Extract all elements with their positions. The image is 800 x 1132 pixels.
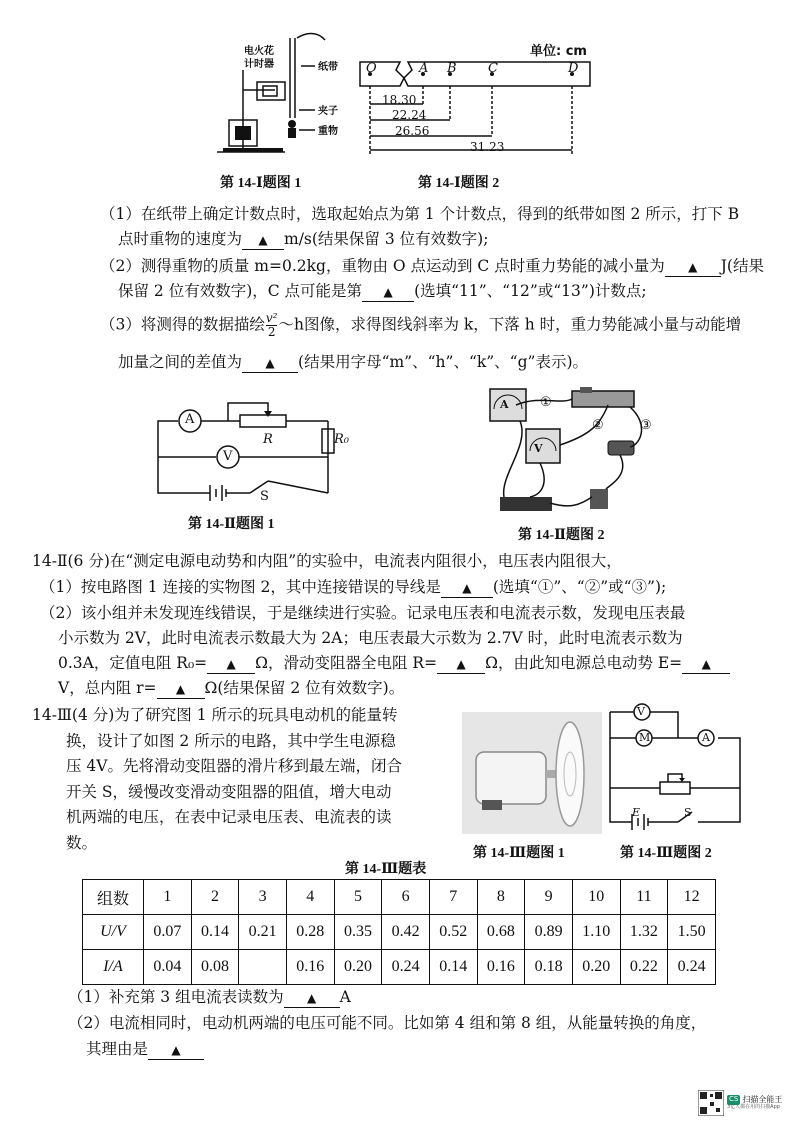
- table-cell: 0.42: [382, 915, 430, 950]
- dim-ob: 22.24: [392, 108, 427, 122]
- blank-marker: ▲: [258, 233, 268, 247]
- table-cell: 0.52: [429, 915, 477, 950]
- question-3-line-1: [100, 312, 741, 339]
- table-cell: 1.50: [668, 915, 716, 950]
- answer-blank[interactable]: [148, 1039, 204, 1060]
- table-cell: 1.32: [620, 915, 668, 950]
- label-weight: 重物: [318, 126, 338, 137]
- figure-apparatus: [215, 30, 335, 165]
- table-cell: 11: [620, 880, 668, 915]
- point-a: A: [419, 61, 429, 76]
- voltmeter-label: V: [637, 705, 645, 718]
- text: A: [339, 988, 351, 1006]
- table-cell: 0.18: [525, 950, 573, 985]
- blank-marker: ▲: [688, 260, 698, 274]
- text: （3）将测得的数据描绘: [100, 315, 265, 334]
- dim-oa: 18.30: [382, 93, 417, 107]
- part-2-question-2-line-3: [58, 653, 730, 674]
- text: ～h图像，求得图线斜率为 k，下落 h 时，重力势能减小量与动能增: [278, 315, 742, 334]
- table-cell: U/V: [83, 915, 144, 950]
- table-cell: 0.14: [429, 950, 477, 985]
- data-table: [82, 879, 716, 985]
- table-cell: 0.68: [477, 915, 525, 950]
- answer-blank[interactable]: [441, 577, 493, 598]
- blank-marker: ▲: [265, 356, 275, 370]
- question-2-line-2: [118, 281, 647, 302]
- point-b: B: [447, 61, 457, 76]
- table-cell: 0.22: [620, 950, 668, 985]
- answer-blank[interactable]: [157, 678, 205, 699]
- blank-marker: ▲: [175, 682, 186, 696]
- point-d: D: [568, 61, 579, 76]
- motor-label: M: [639, 731, 651, 744]
- text: Ω，滑动变阻器全电阻 R=: [255, 654, 438, 672]
- resistor-label: R₀: [334, 432, 349, 447]
- figure-caption: 第 14-Ⅲ题图 1: [473, 846, 565, 861]
- motor-photo: [462, 712, 602, 834]
- figure-caption: 第 14-Ⅱ题图 2: [518, 528, 605, 543]
- ammeter-label: A: [500, 398, 509, 411]
- table-cell: 0.21: [239, 915, 287, 950]
- part-3-text: [32, 703, 472, 856]
- scanner-text: [727, 1095, 782, 1110]
- figure-caption: 第 14-Ⅰ题图 1: [220, 176, 302, 191]
- wire-label-3: ③: [640, 418, 652, 433]
- text: (结果用字母“m”、“h”、“k”、“g”表示)。: [298, 353, 588, 371]
- part-2-question-2-line-4: [58, 678, 404, 699]
- text: （1）补充第 3 组电流表读数为: [68, 988, 284, 1006]
- figure-caption: 第 14-Ⅱ题图 1: [188, 517, 275, 532]
- table-cell: 0.16: [286, 950, 334, 985]
- voltmeter-label: V: [223, 449, 233, 464]
- text: 点时重物的速度为: [118, 230, 243, 248]
- question-1-line-1: （1）在纸带上确定计数点时，选取起始点为第 1 个计数点，得到的纸带如图 2 所示，打下 B: [100, 205, 740, 223]
- text: J(结果: [720, 257, 764, 275]
- table-row: [83, 880, 716, 915]
- dim-oc: 26.56: [395, 124, 430, 138]
- text: 保留 2 位有效数字)，C 点可能是第: [118, 282, 363, 300]
- answer-blank[interactable]: [242, 229, 284, 250]
- table-cell: 组数: [83, 880, 144, 915]
- ammeter-label: A: [702, 731, 710, 744]
- blank-marker: ▲: [383, 285, 393, 299]
- text: 0.3A，定值电阻 R₀=: [58, 654, 208, 672]
- table-cell: 7: [429, 880, 477, 915]
- blank-marker: ▲: [226, 657, 236, 671]
- ammeter-label: A: [185, 412, 195, 427]
- wire-label-1: ①: [540, 395, 552, 410]
- part-2-question-1: [40, 577, 666, 598]
- part-2-question-2-line-2: 小示数为 2V，此时电流表示数最大为 2A；电压表最大示数为 2.7V 时，此时电流表示数为: [58, 629, 683, 647]
- question-3-line-2: [118, 352, 588, 373]
- table-cell: 0.07: [144, 915, 192, 950]
- point-c: C: [488, 61, 498, 76]
- question-1-line-2: [118, 229, 488, 250]
- label-spark-timer-2: 计时器: [244, 59, 274, 70]
- table-title: 第 14-Ⅲ题表: [345, 862, 427, 877]
- scanner-name: 扫描全能王: [742, 1094, 783, 1104]
- wire-label-2: ②: [592, 418, 604, 433]
- answer-blank[interactable]: [242, 352, 298, 373]
- table-cell: 6: [382, 880, 430, 915]
- figure-caption: 第 14-Ⅲ题图 2: [620, 846, 712, 861]
- table-cell: 5: [334, 880, 382, 915]
- rheostat-label: R: [263, 432, 273, 447]
- table-cell: 0.35: [334, 915, 382, 950]
- circuit-diagram-1: [150, 395, 340, 505]
- fraction-denominator: 2: [267, 325, 276, 340]
- unit-label: 单位: cm: [530, 44, 587, 59]
- answer-blank[interactable]: [362, 281, 414, 302]
- fraction-numerator: v²: [265, 311, 278, 325]
- table-cell: [239, 950, 287, 985]
- table-cell: 0.20: [334, 950, 382, 985]
- table-cell: 3: [239, 880, 287, 915]
- point-o: O: [366, 61, 377, 76]
- table-cell: 0.24: [382, 950, 430, 985]
- text: Ω，由此知电源总电动势 E=: [485, 654, 683, 672]
- figure-caption: 第 14-Ⅰ题图 2: [418, 176, 500, 191]
- label-clip: 夹子: [318, 106, 338, 117]
- text: Ω(结果保留 2 位有效数字)。: [204, 679, 405, 697]
- blank-marker: ▲: [171, 1043, 181, 1057]
- table-cell: 12: [668, 880, 716, 915]
- table-row: [83, 950, 716, 985]
- text-line: 压 4V。先将滑动变阻器的滑片移到最左端，闭合: [66, 757, 402, 775]
- label-spark-timer-1: 电火花: [244, 46, 274, 57]
- table-cell: 1.10: [572, 915, 620, 950]
- table-cell: 0.04: [144, 950, 192, 985]
- part-2-intro: 14-Ⅱ(6 分)在“测定电源电动势和内阻”的实验中，电流表内阻很小，电压表内阻很大，: [32, 552, 622, 570]
- table-cell: I/A: [83, 950, 144, 985]
- answer-blank[interactable]: [284, 987, 340, 1008]
- part-3-question-1: [68, 987, 351, 1008]
- text: （1）按电路图 1 连接的实物图 2，其中连接错误的导线是: [40, 578, 441, 596]
- voltmeter-label: V: [534, 442, 543, 455]
- text: (选填“①”、“②”或“③”);: [492, 578, 667, 596]
- answer-blank[interactable]: [682, 653, 730, 674]
- part-3-question-2-line-2: [86, 1039, 204, 1060]
- part-3-question-2-line-1: （2）电流相同时，电动机两端的电压可能不同。比如第 4 组和第 8 组，从能量转换的角度，: [68, 1014, 707, 1032]
- text: (选填“11”、“12”或“13”)计数点;: [414, 282, 647, 300]
- table-cell: 0.28: [286, 915, 334, 950]
- switch-label: S: [684, 806, 692, 819]
- text: m/s(结果保留 3 位有效数字);: [284, 230, 489, 248]
- scanner-subtitle: 3亿人都在用的扫描App: [727, 1104, 780, 1111]
- answer-blank[interactable]: [207, 653, 255, 674]
- dim-od: 31.23: [470, 140, 505, 154]
- source-label: E: [632, 806, 641, 819]
- text: V，总内阻 r=: [58, 679, 157, 697]
- table-cell: 8: [477, 880, 525, 915]
- scanner-logo: CS: [729, 1095, 739, 1104]
- table-row: [83, 915, 716, 950]
- table-cell: 0.14: [191, 915, 239, 950]
- table-cell: 2: [191, 880, 239, 915]
- qr-code-icon: [698, 1090, 724, 1116]
- table-cell: 0.16: [477, 950, 525, 985]
- text: （2）测得重物的质量 m=0.2kg，重物由 O 点运动到 C 点时重力势能的减小量为: [100, 257, 665, 275]
- table-cell: 0.24: [668, 950, 716, 985]
- text-line: 开关 S，缓慢改变滑动变阻器的阻值，增大电动: [66, 782, 392, 801]
- blank-marker: ▲: [462, 581, 472, 595]
- fraction: [266, 312, 278, 339]
- table-cell: 10: [572, 880, 620, 915]
- table-cell: 4: [286, 880, 334, 915]
- table-cell: 0.08: [191, 950, 239, 985]
- scanner-watermark: [698, 1086, 790, 1120]
- table-cell: 0.89: [525, 915, 573, 950]
- text-line: 换，设计了如图 2 所示的电路，其中学生电源稳: [66, 731, 396, 750]
- text-line: 数。: [66, 833, 98, 852]
- text-line: 14-Ⅲ(4 分)为了研究图 1 所示的玩具电动机的能量转: [32, 706, 398, 724]
- text: 其理由是: [86, 1040, 149, 1058]
- table-cell: 9: [525, 880, 573, 915]
- table-cell: 1: [144, 880, 192, 915]
- text-line: 机两端的电压，在表中记录电压表、电流表的读: [66, 808, 392, 826]
- answer-blank[interactable]: [665, 256, 721, 277]
- text: 加量之间的差值为: [118, 353, 243, 371]
- question-2-line-1: [100, 256, 764, 277]
- answer-blank[interactable]: [437, 653, 485, 674]
- table-cell: 0.20: [572, 950, 620, 985]
- blank-marker: ▲: [701, 657, 711, 671]
- switch-label: S: [260, 489, 269, 504]
- motor-circuit-diagram: [608, 702, 748, 832]
- blank-marker: ▲: [456, 657, 466, 671]
- part-2-question-2-line-1: （2）该小组并未发现连线错误，于是继续进行实验。记录电压表和电流表示数，发现电压表最: [40, 604, 686, 622]
- blank-marker: ▲: [306, 991, 317, 1005]
- label-paper-tape: 纸带: [318, 62, 338, 73]
